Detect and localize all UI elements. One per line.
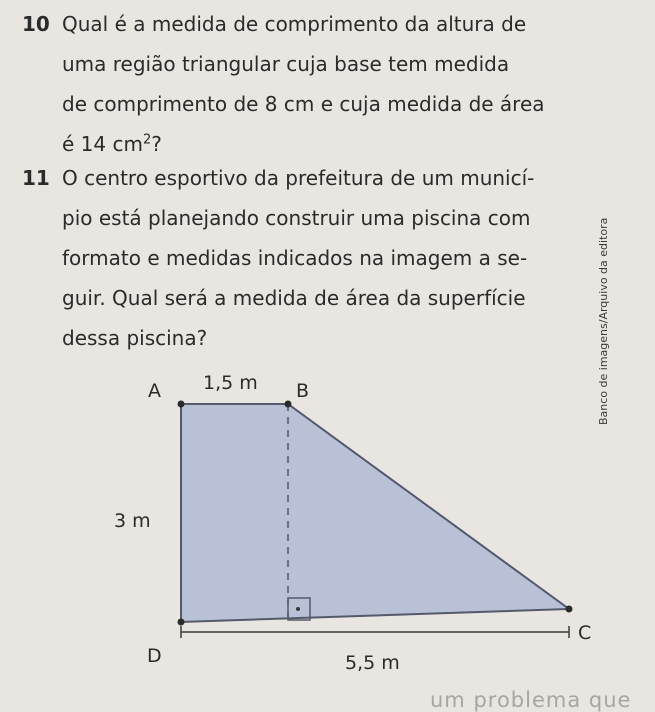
- problem-10-area-exponent: 2: [142, 132, 152, 148]
- top-base-measure: 1,5 m: [203, 372, 258, 394]
- bottom-base-measure: 5,5 m: [345, 652, 400, 674]
- vertex-b-dot: [285, 401, 292, 408]
- problem-11-number: 11: [22, 166, 50, 190]
- problem-10-line-2: uma região triangular cuja base tem medida: [62, 52, 510, 76]
- vertex-a-dot: [178, 401, 185, 408]
- problem-10-number: 10: [22, 12, 50, 36]
- next-page-text-fragment: um problema que: [430, 688, 632, 712]
- problem-10-area-text: é 14 cm: [62, 132, 143, 156]
- problem-11-line-3: formato e medidas indicados na imagem a se-: [62, 246, 528, 270]
- vertex-c-dot: [566, 606, 573, 613]
- problem-11-line-2: pio está planejando construir uma piscina com: [62, 206, 531, 230]
- problem-10-question-mark: ?: [151, 132, 162, 156]
- vertex-c-label: C: [578, 622, 592, 644]
- height-measure: 3 m: [114, 510, 151, 532]
- image-credit: Banco de imagens/Arquivo da editora: [597, 217, 610, 425]
- problem-11-line-5: dessa piscina?: [62, 326, 208, 350]
- problem-10-line-1: Qual é a medida de comprimento da altura de: [62, 12, 527, 36]
- vertex-d-label: D: [147, 645, 162, 667]
- vertex-a-label: A: [148, 380, 161, 402]
- right-angle-dot: [296, 607, 300, 611]
- pool-trapezoid-shape: [181, 404, 569, 622]
- problem-11-line-1: O centro esportivo da prefeitura de um municí-: [62, 166, 535, 190]
- problem-11-line-4: guir. Qual será a medida de área da superfície: [62, 286, 526, 310]
- vertex-d-dot: [178, 619, 185, 626]
- problem-10-line-3: de comprimento de 8 cm e cuja medida de área: [62, 92, 545, 116]
- vertex-b-label: B: [296, 380, 310, 402]
